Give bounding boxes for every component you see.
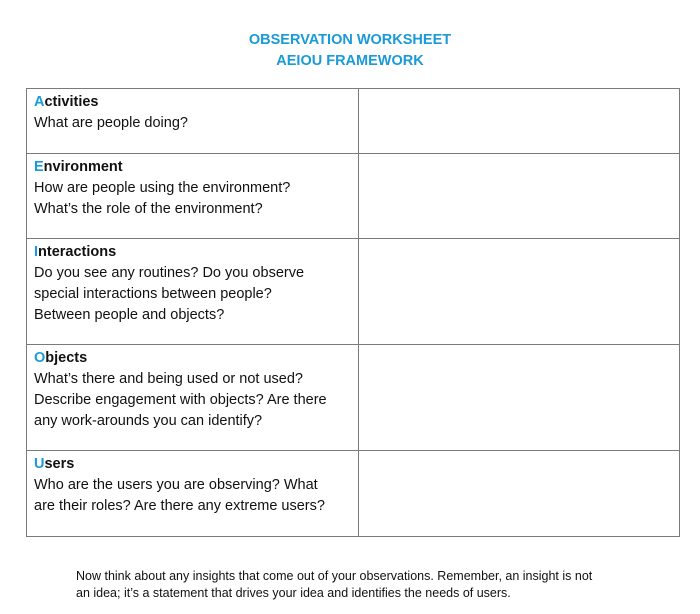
objects-prompt-line: What’s there and being used or not used?: [34, 371, 303, 387]
interactions-prompt-line: special interactions between people?: [34, 286, 272, 302]
worksheet-title: OBSERVATION WORKSHEET: [248, 32, 452, 48]
framework-subtitle: AEIOU FRAMEWORK: [276, 53, 424, 69]
objects-prompt-line: any work-arounds you can identify?: [34, 413, 263, 429]
environment-prompt-cell: [27, 154, 359, 239]
users-row: [27, 451, 680, 537]
interactions-heading: [34, 242, 352, 263]
objects-prompt-line: Describe engagement with objects? Are there: [34, 392, 327, 408]
environment-initial: E: [34, 159, 44, 175]
objects-initial: O: [34, 350, 46, 366]
objects-answer-cell[interactable]: [359, 345, 680, 451]
insight-instructions-line: an idea; it’s a statement that drives your idea and identifies the needs of users.: [76, 586, 511, 600]
activities-prompt-line: What are people doing?: [34, 115, 188, 131]
objects-heading-rest: bjects: [45, 350, 88, 366]
interactions-prompt-line: Between people and objects?: [34, 307, 225, 323]
objects-prompt-cell: [27, 345, 359, 451]
environment-heading-rest: nvironment: [43, 159, 123, 175]
environment-prompt-line: What’s the role of the environment?: [34, 201, 263, 217]
users-prompt-cell: [27, 451, 359, 537]
users-prompt-line: Who are the users you are observing? What: [34, 477, 318, 493]
insight-instructions: [76, 568, 656, 602]
interactions-row: [27, 239, 680, 345]
users-initial: U: [34, 456, 45, 472]
insight-instructions-line: Now think about any insights that come out of your observations. Remember, an insight is not: [76, 569, 593, 583]
activities-answer-cell[interactable]: [359, 89, 680, 154]
interactions-heading-rest: nteractions: [38, 244, 117, 260]
environment-heading: [34, 157, 352, 178]
users-prompt-line: are their roles? Are there any extreme users?: [34, 498, 325, 514]
environment-row: [27, 154, 680, 239]
aeiou-table: [26, 88, 680, 537]
users-heading: [34, 454, 352, 475]
objects-heading: [34, 348, 352, 369]
interactions-prompt-cell: [27, 239, 359, 345]
activities-initial: A: [34, 94, 45, 110]
environment-prompt-line: How are people using the environment?: [34, 180, 291, 196]
activities-heading-rest: ctivities: [44, 94, 99, 110]
users-heading-rest: sers: [44, 456, 75, 472]
objects-row: [27, 345, 680, 451]
users-answer-cell[interactable]: [359, 451, 680, 537]
activities-prompt-cell: [27, 89, 359, 154]
activities-row: [27, 89, 680, 154]
interactions-initial: I: [34, 244, 39, 260]
environment-answer-cell[interactable]: [359, 154, 680, 239]
activities-heading: [34, 92, 352, 113]
interactions-prompt-line: Do you see any routines? Do you observe: [34, 265, 305, 281]
interactions-answer-cell[interactable]: [359, 239, 680, 345]
